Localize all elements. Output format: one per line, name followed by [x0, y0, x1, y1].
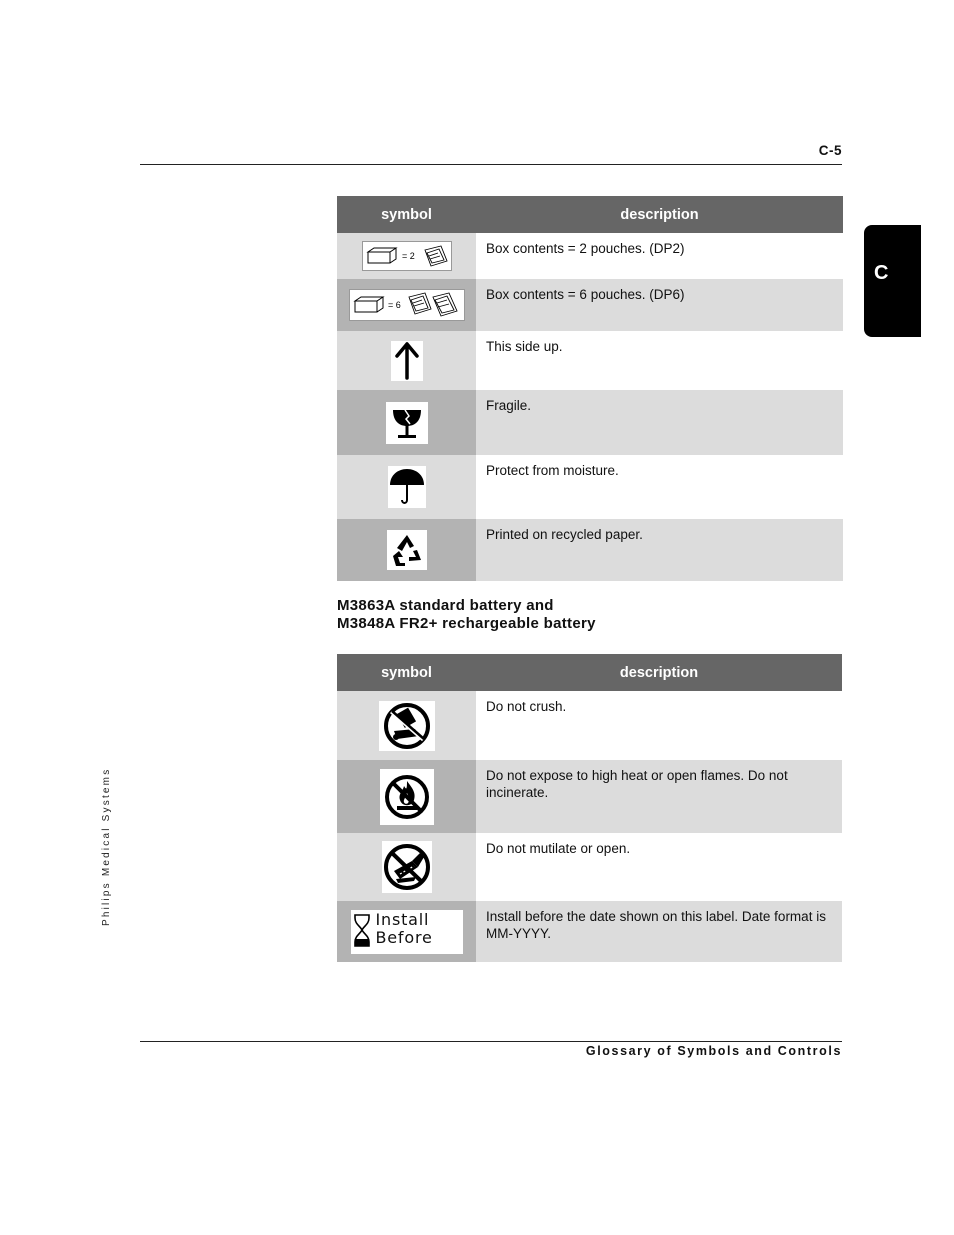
row-description: Box contents = 6 pouches. (DP6)	[476, 279, 843, 331]
row-description: Install before the date shown on this label. Date format is MM-YYYY.	[476, 901, 842, 962]
table-row	[337, 279, 843, 331]
table-row	[337, 519, 843, 581]
column-header-symbol: symbol	[337, 654, 476, 691]
header-rule	[140, 164, 842, 165]
row-description: Do not crush.	[476, 691, 842, 760]
table-row	[337, 901, 842, 962]
svg-text:= 2: = 2	[401, 251, 415, 261]
chapter-tab-letter: C	[874, 262, 889, 284]
table-row	[337, 233, 843, 279]
section-heading-line-2: M3848A FR2+ rechargeable battery	[337, 615, 596, 632]
box-2-pouches-icon	[362, 241, 452, 271]
table-row	[337, 833, 842, 901]
row-description: Box contents = 2 pouches. (DP2)	[476, 233, 843, 279]
arrow-up-icon	[391, 341, 423, 381]
do-not-mutilate-icon	[382, 841, 432, 893]
section-heading-line-1: M3863A standard battery and	[337, 597, 554, 614]
row-description: Do not mutilate or open.	[476, 833, 842, 901]
no-flames-icon	[380, 769, 434, 825]
column-header-description: description	[476, 654, 842, 691]
column-header-symbol: symbol	[337, 196, 476, 233]
install-label-line-1: Install	[375, 909, 430, 929]
install-label-line-2: Before	[375, 927, 433, 947]
row-description: Do not expose to high heat or open flames. Do not incinerate.	[476, 760, 842, 833]
box-6-pouches-icon	[349, 289, 465, 321]
table-row	[337, 760, 842, 833]
umbrella-icon	[388, 466, 426, 508]
page-number: C-5	[818, 143, 842, 158]
do-not-crush-icon	[379, 701, 435, 751]
footer-rule	[140, 1041, 842, 1042]
svg-text:= 6: = 6	[387, 300, 401, 310]
recycle-icon	[387, 530, 427, 570]
row-description: Fragile.	[476, 390, 843, 455]
table-row	[337, 331, 843, 390]
table-row	[337, 691, 842, 760]
row-description: Protect from moisture.	[476, 455, 843, 519]
table-row	[337, 390, 843, 455]
symbols-table-2	[337, 654, 842, 962]
section-heading	[337, 597, 596, 633]
symbols-table-1	[337, 196, 843, 581]
chapter-tab	[864, 225, 921, 337]
column-header-description: description	[476, 196, 843, 233]
side-publisher-text: Philips Medical Systems	[101, 767, 112, 926]
fragile-glass-icon	[386, 402, 428, 444]
row-description: This side up.	[476, 331, 843, 390]
install-before-icon	[351, 910, 463, 954]
row-description: Printed on recycled paper.	[476, 519, 843, 581]
table-row	[337, 455, 843, 519]
footer-title: Glossary of Symbols and Controls	[585, 1044, 842, 1058]
